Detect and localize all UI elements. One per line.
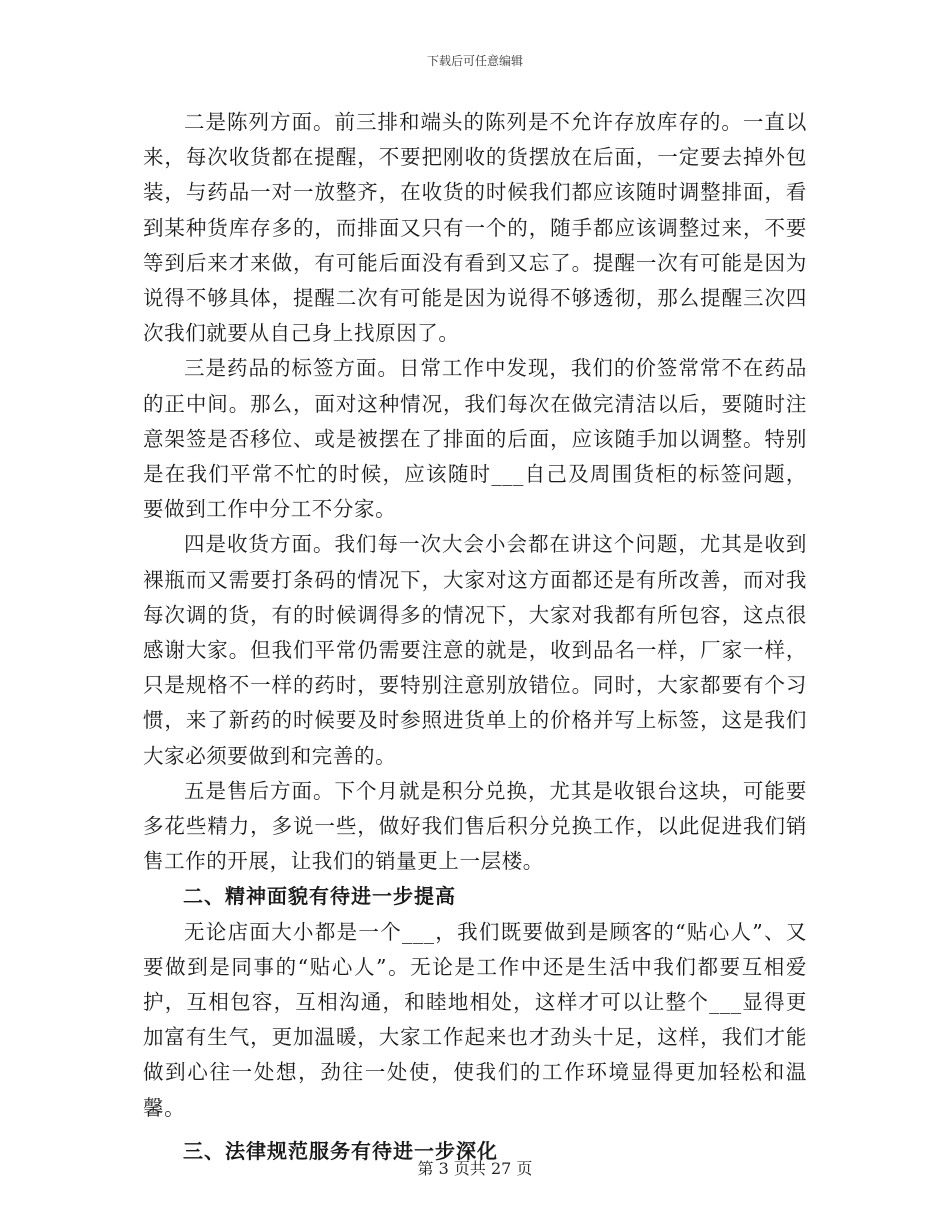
page-footer: 第 3 页共 27 页 — [417, 1159, 533, 1178]
document-body — [143, 105, 807, 1169]
section-heading-legal: 三、法律规范服务有待进一步深化 — [183, 1138, 498, 1163]
paragraph-spirit: 无论店面大小都是一个___，我们既要做到是顾客的“贴心人”、又要做到是同事的“贴心人”。无论是工作中还是生活中我们都要互相爱护，互相包容，互相沟通，和睦地相处，这样才可以让整个___显得更加富有生气，更加温暖，大家工作起来也才劲头十足，这样，我们才能做到心往一处想，劲往一处使，使我们的工作环境显得更加轻松和温馨。 — [143, 919, 807, 1120]
paragraph-receiving: 四是收货方面。我们每一次大会小会都在讲这个问题，尤其是收到裸瓶而又需要打条码的情况下，大家对这方面都还是有所改善，而对我每次调的货，有的时候调得多的情况下，大家对我都有所包容，这点很感谢大家。但我们平常仍需要注意的就是，收到品名一样，厂家一样，只是规格不一样的药时，要特别注意别放错位。同时，大家都要有个习惯，来了新药的时候要及时参照进货单上的价格并写上标签，这是我们大家必须要做到和完善的。 — [143, 532, 807, 768]
paragraph-after-sales: 五是售后方面。下个月就是积分兑换，尤其是收银台这块，可能要多花些精力，多说一些，做好我们售后积分兑换工作，以此促进我们销售工作的开展，让我们的销量更上一层楼。 — [143, 778, 807, 874]
paragraph-display: 二是陈列方面。前三排和端头的陈列是不允许存放库存的。一直以来，每次收货都在提醒，不要把刚收的货摆放在后面，一定要去掉外包装，与药品一对一放整齐，在收货的时候我们都应该随时调整排面，看到某种货库存多的，而排面又只有一个的，随手都应该调整过来，不要等到后来才来做，有可能后面没有看到又忘了。提醒一次有可能是因为说得不够具体，提醒二次有可能是因为说得不够透彻，那么提醒三次四次我们就要从自己身上找原因了。 — [143, 110, 807, 346]
paragraph-labels: 三是药品的标签方面。日常工作中发现，我们的价签常常不在药品的正中间。那么，面对这种情况，我们每次在做完清洁以后，要随时注意架签是否移位、或是被摆在了排面的后面，应该随手加以调整。特别是在我们平常不忙的时候，应该随时___自己及周围货柜的标签问题，要做到工作中分工不分家。 — [143, 356, 807, 522]
page-header: 下载后可任意编辑 — [426, 54, 523, 68]
section-heading-spirit: 二、精神面貌有待进一步提高 — [183, 884, 456, 909]
